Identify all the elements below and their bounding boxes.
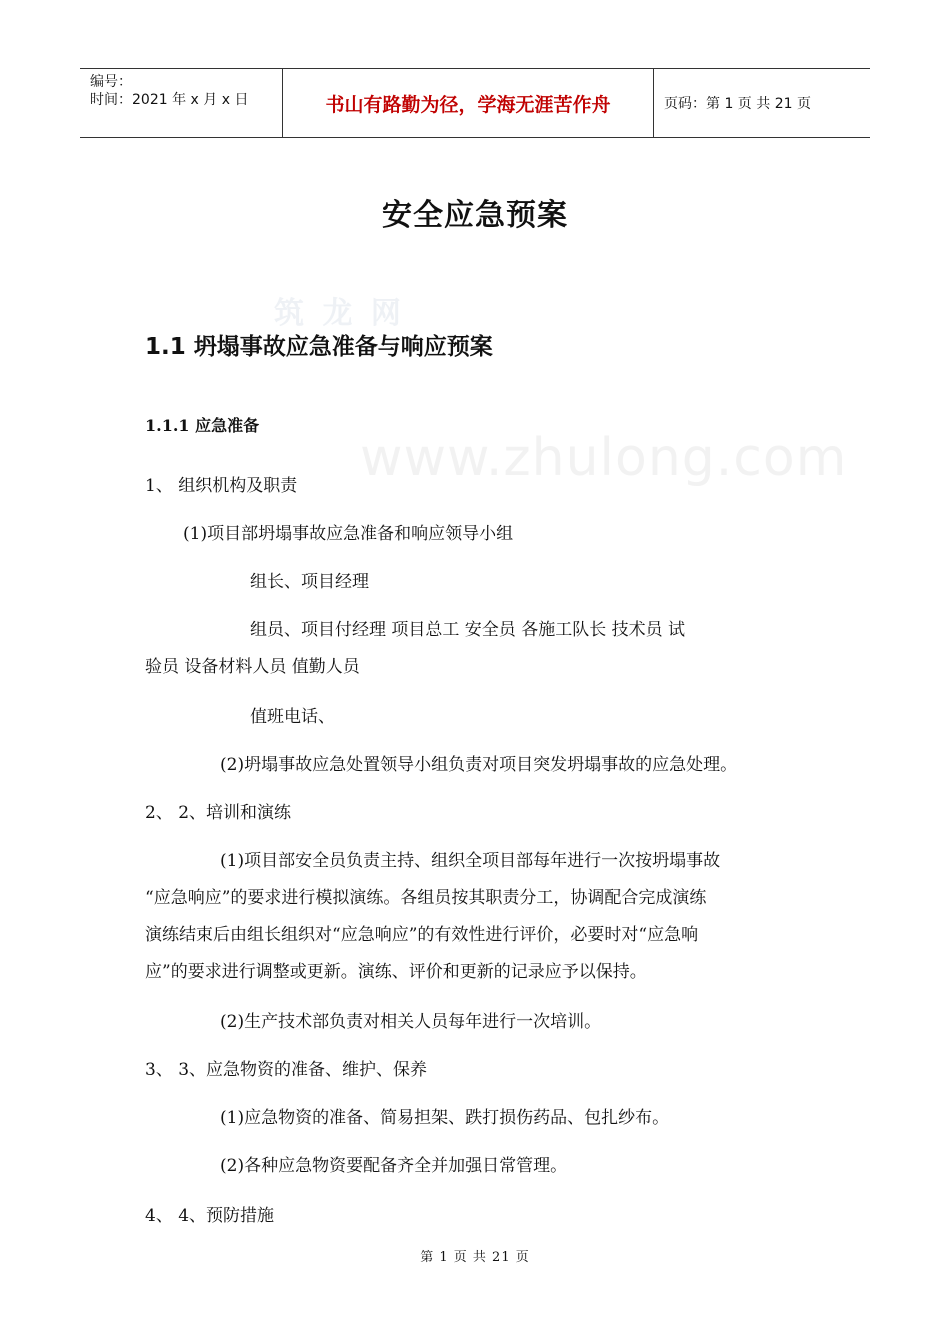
paragraph: (2)生产技术部负责对相关人员每年进行一次培训。: [220, 1012, 602, 1032]
paragraph: 组长、项目经理: [250, 572, 369, 592]
paragraph: (2)坍塌事故应急处置领导小组负责对项目突发坍塌事故的应急处理。: [220, 755, 738, 775]
paragraph: 验员 设备材料人员 值勤人员: [145, 657, 360, 677]
header-table: [80, 68, 870, 138]
page-footer: 第 1 页 共 21 页: [420, 1250, 530, 1265]
paragraph: 组员、项目付经理 项目总工 安全员 各施工队长 技术员 试: [250, 620, 686, 640]
time-label: 时间：2021 年 x 月 x 日: [90, 92, 249, 108]
paragraph: (1)项目部安全员负责主持、组织全项目部每年进行一次按坍塌事故: [220, 851, 721, 871]
header-page-info: 页码：第 1 页 共 21 页: [664, 96, 811, 112]
paragraph: 4、 4、预防措施: [145, 1206, 275, 1226]
paragraph: 演练结束后由组长组织对“应急响应”的有效性进行评价，必要时对“应急响: [145, 925, 699, 945]
paragraph: 3、 3、应急物资的准备、维护、保养: [145, 1060, 428, 1080]
paragraph: (1)项目部坍塌事故应急准备和响应领导小组: [183, 524, 514, 544]
paragraph: 1、 组织机构及职责: [145, 476, 298, 496]
watermark-url: www.zhulong.com: [360, 428, 848, 488]
paragraph: (1)应急物资的准备、简易担架、跌打损伤药品、包扎纱布。: [220, 1108, 670, 1128]
watermark-logo-text: 筑 龙 网: [274, 296, 405, 331]
paragraph: 应”的要求进行调整或更新。演练、评价和更新的记录应予以保持。: [145, 962, 647, 982]
section-heading: 1.1 坍塌事故应急准备与响应预案: [145, 334, 493, 360]
paragraph: 值班电话、: [250, 707, 335, 727]
header-meta: [80, 69, 282, 137]
header-motto: 书山有路勤为径，学海无涯苦作舟: [282, 69, 654, 137]
subsection-heading: 1.1.1 应急准备: [145, 416, 260, 435]
document-title: 安全应急预案: [382, 198, 568, 233]
number-label: 编号：: [90, 74, 132, 90]
paragraph: 2、 2、培训和演练: [145, 803, 292, 823]
paragraph: (2)各种应急物资要配备齐全并加强日常管理。: [220, 1156, 568, 1176]
paragraph: “应急响应”的要求进行模拟演练。各组员按其职责分工，协调配合完成演练: [145, 888, 707, 908]
